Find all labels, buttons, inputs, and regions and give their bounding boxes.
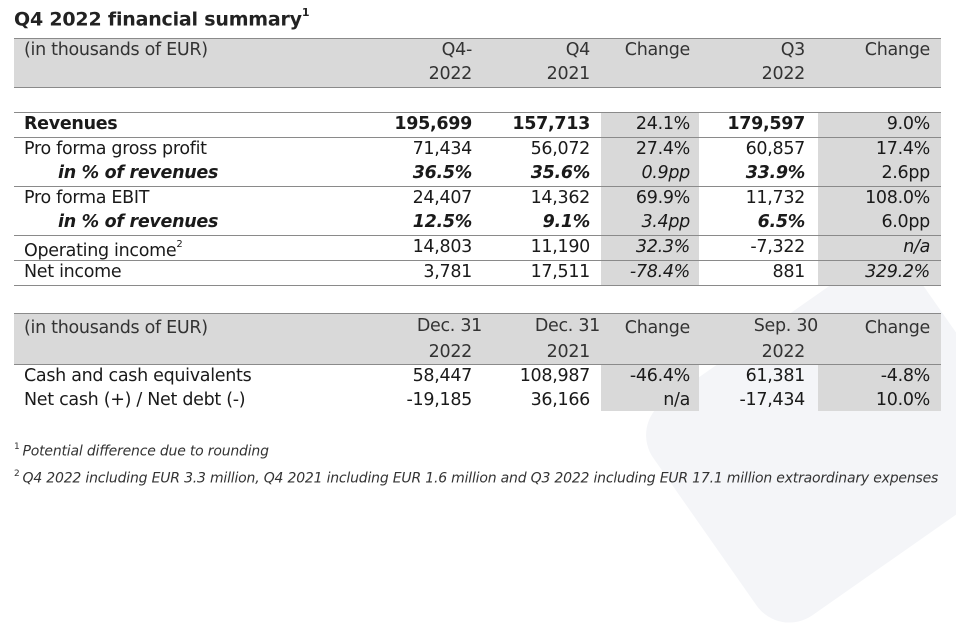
row-label: Net income — [24, 262, 122, 282]
cell-q4-2022: 195,699 — [394, 114, 472, 134]
col-q4-2022-header-line2: 2022 — [428, 64, 472, 84]
col-change2-header: Change — [864, 318, 930, 338]
table1-unit-label: (in thousands of EUR) — [24, 40, 208, 60]
col-dec31-2022-header-line2: 2022 — [428, 342, 472, 362]
table2-unit-label: (in thousands of EUR) — [24, 318, 208, 338]
cell-change2: 329.2% — [865, 262, 930, 282]
cell-q4-2022: 14,803 — [412, 237, 472, 257]
cell-q4-2022: 24,407 — [412, 188, 472, 208]
col-q4-2021-header-line2: 2021 — [546, 64, 590, 84]
cell-change2: 9.0% — [886, 114, 930, 134]
cell-q3-2022: 60,857 — [745, 139, 805, 159]
footnote-1: $^1$ Potential difference due to rounding — [14, 442, 269, 460]
cell-q3-2022: 6.5% — [757, 212, 805, 232]
cell-q4-2021: 56,072 — [530, 139, 590, 159]
col-dec31-2021-header-line1: Dec. 31 — [534, 316, 600, 336]
row-label: in % of revenues — [58, 212, 219, 232]
cell-dec31-2022: -19,185 — [406, 390, 472, 410]
footnote-ref: 2 — [176, 239, 183, 250]
cell-q3-2022: -7,322 — [750, 237, 805, 257]
cell-change1: n/a — [663, 390, 690, 410]
cell-q4-2021: 14,362 — [530, 188, 590, 208]
cell-q4-2021: 11,190 — [530, 237, 590, 257]
col-change2-header: Change — [864, 40, 930, 60]
col-dec31-2022-header-line1: Dec. 31 — [416, 316, 482, 336]
cell-change2: 2.6pp — [881, 163, 930, 183]
col-sep30-2022-header-line2: 2022 — [761, 342, 805, 362]
row-label: in % of revenues — [58, 163, 219, 183]
col-q3-2022-header-line1: Q3 — [780, 40, 805, 60]
cell-sep30-2022: -17,434 — [739, 390, 805, 410]
cell-q4-2022: 36.5% — [412, 163, 472, 183]
cell-q4-2021: 157,713 — [512, 114, 590, 134]
col-change1-header: Change — [624, 318, 690, 338]
row-label: Pro forma EBIT — [24, 188, 150, 208]
row-label: Cash and cash equivalents — [24, 366, 252, 386]
cell-change1: 69.9% — [635, 188, 690, 208]
cell-change2: 17.4% — [875, 139, 930, 159]
col-q4-2021-header-line1: Q4 — [565, 40, 590, 60]
table1-header-rule — [14, 87, 941, 88]
row-label: Pro forma gross profit — [24, 139, 207, 159]
cell-q4-2021: 9.1% — [542, 212, 590, 232]
cell-q3-2022: 11,732 — [745, 188, 805, 208]
row-label: Operating income$^2$ — [24, 239, 183, 261]
col-dec31-2021-header-line2: 2021 — [546, 342, 590, 362]
cell-q4-2022: 71,434 — [412, 139, 472, 159]
row-label: Revenues — [24, 114, 118, 134]
cell-q4-2021: 17,511 — [530, 262, 590, 282]
page-title: Q4 2022 financial summary$^1$ — [14, 6, 310, 31]
table1-bottom-rule — [14, 285, 941, 286]
cell-change2: 6.0pp — [881, 212, 930, 232]
cell-change1: 0.9pp — [641, 163, 690, 183]
cell-sep30-2022: 61,381 — [745, 366, 805, 386]
cell-q4-2022: 3,781 — [423, 262, 472, 282]
cell-dec31-2021: 108,987 — [519, 366, 590, 386]
col-change1-header: Change — [624, 40, 690, 60]
col-q4-2022-header-line1: Q4- — [441, 40, 472, 60]
background-decoration — [630, 242, 956, 638]
cell-change2: n/a — [903, 237, 930, 257]
cell-q4-2022: 12.5% — [412, 212, 472, 232]
cell-q3-2022: 179,597 — [727, 114, 805, 134]
cell-q3-2022: 33.9% — [745, 163, 805, 183]
cell-q3-2022: 881 — [772, 262, 805, 282]
cell-change1: 32.3% — [635, 237, 690, 257]
cell-change1: 27.4% — [635, 139, 690, 159]
cell-dec31-2022: 58,447 — [412, 366, 472, 386]
cell-change1: 3.4pp — [641, 212, 690, 232]
cell-change1: -78.4% — [629, 262, 690, 282]
cell-q4-2021: 35.6% — [530, 163, 590, 183]
cell-change1: 24.1% — [635, 114, 690, 134]
cell-dec31-2021: 36,166 — [530, 390, 590, 410]
col-sep30-2022-header-line1: Sep. 30 — [753, 316, 818, 336]
cell-change2: -4.8% — [880, 366, 930, 386]
footnote-2: $^2$ Q4 2022 including EUR 3.3 million, Q4 2021 including EUR 1.6 million and Q3 2022 including EUR 17.1 million extraordinary expenses — [14, 469, 939, 487]
cell-change2: 108.0% — [865, 188, 930, 208]
cell-change1: -46.4% — [629, 366, 690, 386]
cell-change2: 10.0% — [875, 390, 930, 410]
col-q3-2022-header-line2: 2022 — [761, 64, 805, 84]
row-label: Net cash (+) / Net debt (-) — [24, 390, 246, 410]
